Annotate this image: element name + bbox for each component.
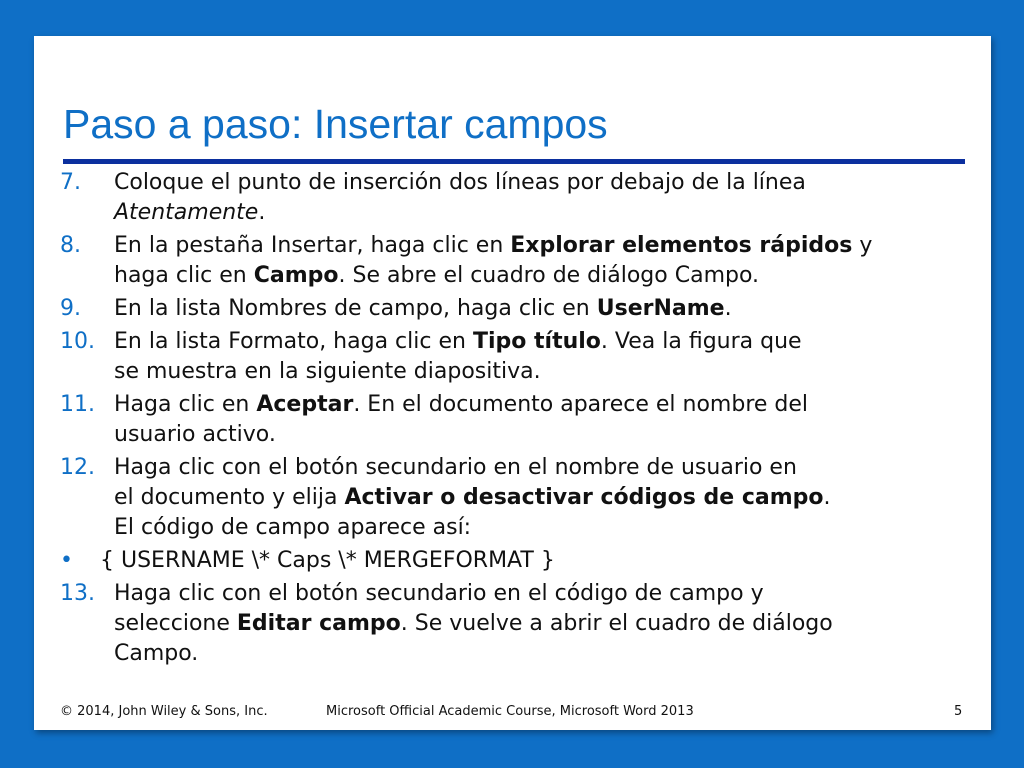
step-number: 10. xyxy=(60,329,95,354)
field-code-line: { USERNAME \* Caps \* MERGEFORMAT } xyxy=(100,548,555,573)
step-number: 8. xyxy=(60,233,81,258)
step-list xyxy=(60,168,965,672)
step-line: Atentamente. xyxy=(114,200,266,225)
page-number: 5 xyxy=(954,704,963,719)
slide-title: Paso a paso: Insertar campos xyxy=(63,101,608,147)
step-line: seleccione Editar campo. Se vuelve a abrir el cuadro de diálogo xyxy=(114,611,833,636)
step-line: En la lista Nombres de campo, haga clic en UserName. xyxy=(114,296,732,321)
step-line: se muestra en la siguiente diapositiva. xyxy=(114,359,541,384)
footer-copyright: © 2014, John Wiley & Sons, Inc. xyxy=(60,704,268,719)
step-number: 12. xyxy=(60,455,95,480)
step-number: 7. xyxy=(60,170,81,195)
step-item xyxy=(60,579,965,669)
step-line: usuario activo. xyxy=(114,422,276,447)
footer-course: Microsoft Official Academic Course, Microsoft Word 2013 xyxy=(326,704,694,719)
step-line: Campo. xyxy=(114,641,199,666)
step-item xyxy=(60,327,965,387)
step-item xyxy=(60,390,965,450)
title-divider xyxy=(63,159,965,164)
step-item xyxy=(60,168,965,228)
bullet-item xyxy=(60,546,965,576)
step-line: En la lista Formato, haga clic en Tipo título. Vea la figura que xyxy=(114,329,802,354)
step-line: el documento y elija Activar o desactivar códigos de campo. xyxy=(114,485,831,510)
step-line: Haga clic en Aceptar. En el documento aparece el nombre del xyxy=(114,392,809,417)
step-line: Coloque el punto de inserción dos líneas por debajo de la línea xyxy=(114,170,806,195)
step-number: 9. xyxy=(60,296,81,321)
step-item xyxy=(60,453,965,543)
step-line: Haga clic con el botón secundario en el nombre de usuario en xyxy=(114,455,797,480)
step-number: 13. xyxy=(60,581,95,606)
step-item xyxy=(60,294,965,324)
step-line: Haga clic con el botón secundario en el código de campo y xyxy=(114,581,764,606)
step-line: En la pestaña Insertar, haga clic en Explorar elementos rápidos y xyxy=(114,233,873,258)
step-line: haga clic en Campo. Se abre el cuadro de diálogo Campo. xyxy=(114,263,760,288)
step-line: El código de campo aparece así: xyxy=(114,515,472,540)
step-number: 11. xyxy=(60,392,95,417)
step-item xyxy=(60,231,965,291)
bullet-icon: • xyxy=(60,548,73,573)
slide xyxy=(34,36,991,730)
